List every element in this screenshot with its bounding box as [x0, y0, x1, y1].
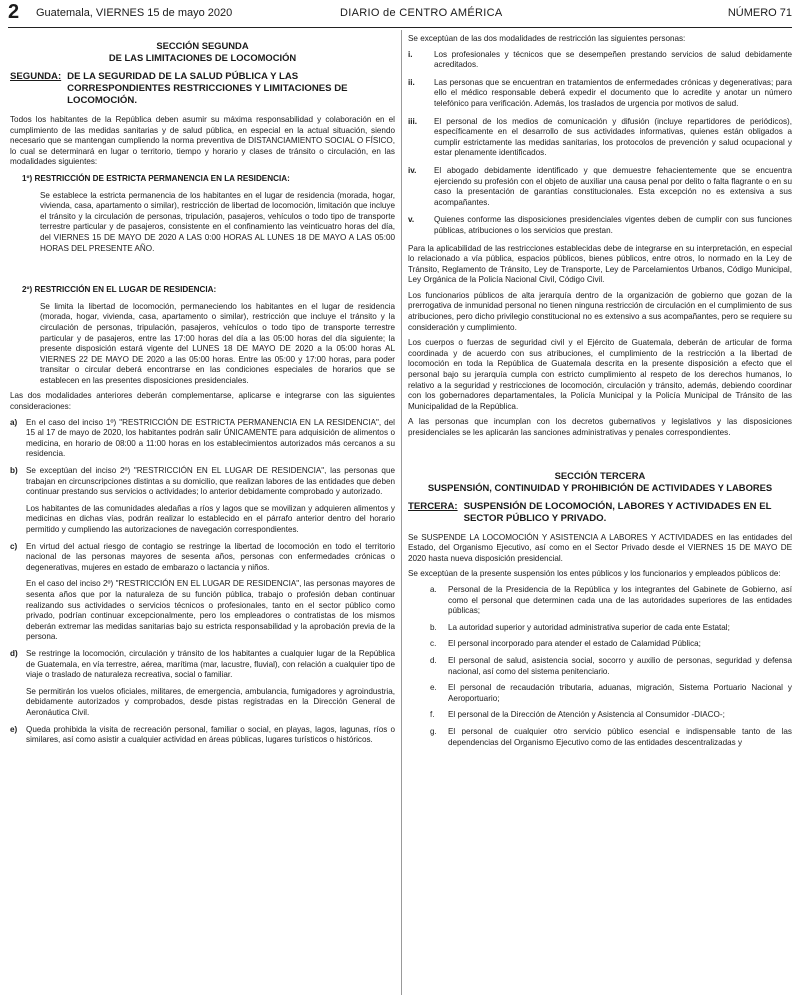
left-column — [10, 34, 395, 995]
subsection-1-title: 1º) RESTRICCIÓN DE ESTRICTA PERMANENCIA EN LA RESIDENCIA: — [22, 173, 290, 183]
intro-paragraph: Todos los habitantes de la República deben asumir su máxima responsabilidad y colaboración en el cumplimiento de las medidas sanitarias y de salud pública, en especial en la actual situación, siendo necesario que se mantengan cumpliendo la norma preventiva de DISTANCIAMIENTO SOCIAL O FÍSICO, lo cual se determinará en lugar o territorio, tiempo y horario y clases de tránsito o circulación, en las modalidades siguientes: — [10, 115, 395, 167]
exception-item — [408, 215, 792, 236]
exception-text: El abogado debidamente identificado y que demuestre fehacientemente que se encuentra ejerciendo su profesión con el objeto de auxiliar una causa penal por delito o falta flagrante o en su caso la presentación de garantías constitucionales. Esta excepción no es extensiva a sus acompañantes. — [434, 165, 792, 207]
consideration-text: Los habitantes de las comunidades aledañas a ríos y lagos que se movilizan y adquieren alimentos y medicinas en dichas vías, podrán realizar lo establecido en el párrafo anterior dentro del horario permitido y cumpliendo las autorizaciones de navegación correspondientes. — [26, 503, 395, 534]
consideration-item — [10, 542, 395, 574]
consideration-item — [10, 725, 395, 746]
suspension-exception-text: El personal de cualquier otro servicio público esencial e indispensable tanto de las dependencias del Organismo Ejecutivo como de las entidades descentralizadas y — [448, 726, 792, 747]
consideration-item — [10, 649, 395, 681]
consideration-marker — [10, 687, 26, 719]
page-header — [0, 0, 800, 28]
paragraph-security-forces: Los cuerpos o fuerzas de seguridad civil y el Ejército de Guatemala, deberán de articular de forma coordinada y de acuerdo con sus atribuciones, el cumplimiento de la restricción a la libertad de locomoción en toda la República de Guatemala descrita en la presente disposición a efecto que el personal bajo su jerarquía cumpla con estricto cumplimiento al respeto de los derechos humanos, lo relativo a la seguridad y restricciones de locomoción, circulación y tránsito, además, debiendo coordinar con los gobernadores departamentales, la Policía Municipal y la Policía Municipal de Tránsito de las Municipalidad de la República. — [408, 338, 792, 411]
article-three-heading — [408, 501, 792, 525]
article-title: DE LA SEGURIDAD DE LA SALUD PÚBLICA Y LAS CORRESPONDIENTES RESTRICCIONES Y LIMITACIONES DE LOCOMOCIÓN. — [67, 71, 348, 106]
suspension-exception-marker: a. — [430, 584, 437, 594]
consideration-marker — [10, 579, 26, 643]
consideration-marker: a) — [10, 417, 18, 427]
suspension-exception-item — [430, 656, 792, 677]
consideration-text: Se restringe la locomoción, circulación y tránsito de los habitantes a cualquier lugar de la República de Guatemala, en vía terrestre, aérea, marítima (mar, lacustre, fluvial), con relación a cualquier tipo de viaje o traslado de naturaleza recreativa, social o familiar. — [26, 648, 395, 680]
subsection-2-title: 2º) RESTRICCIÓN EN EL LUGAR DE RESIDENCIA: — [22, 285, 217, 295]
page-number: 2 — [8, 1, 20, 23]
consideration-item — [10, 418, 395, 460]
suspension-exceptions-list — [408, 585, 792, 748]
exception-text: Los profesionales y técnicos que se desempeñen prestando servicios de salud debidamente acreditados. — [434, 49, 792, 70]
exception-text: El personal de los medios de comunicación y difusión (incluye repartidores de periódicos), específicamente en el desarrollo de sus actividades informativas, quienes están obligados a cumplir estrictamente las medidas sanitarias, los protocolos de prevención y salud ocupacional y estar plenamente identificados. — [434, 116, 792, 158]
header-rule — [8, 27, 792, 28]
consideration-text: En virtud del actual riesgo de contagio se restringe la libertad de locomoción en todo el territorio nacional de las personas mayores de sesenta años, personas con enfermedades crónicas o degenerativas, mujeres en estado de embarazo o lactancia y niños. — [26, 541, 395, 572]
suspension-exception-marker: g. — [430, 726, 437, 736]
paragraph-officials: Los funcionarios públicos de alta jerarquía dentro de la organización de gobierno que gozan de la prerrogativa de inmunidad personal no tienen ninguna restricción de circulación en el cumplimiento de sus atribuciones, pero dicho privilegio constitucional no es extensivo a sus acompañantes, pero se requiere su consideración y cumplimiento. — [408, 290, 792, 332]
exceptions-list — [408, 50, 792, 237]
consideration-marker: b) — [10, 466, 18, 476]
subsection-2-text: Se limita la libertad de locomoción, permaneciendo los habitantes en el lugar de residencia (morada, hogar, vivienda, casa, apartamento o similar), restricción que incluye el tránsito y la circulación de personas, tripulación, pasajeros, vehículos o todo tipo de transporte terrestre particular y de pasajeros, entre las 17:00 horas del día a las 05:00 horas del día siguiente; la presente disposición estará vigente del LUNES 18 DE MAYO DE 2020 a la 05:00 horas AL VIERNES 22 DE MAYO DE 2020 a las 05:00 horas. Entre las 05:00 y 17:00 horas, para poder transitar o circular deberá encontrarse en las condiciones especiales de horarios que se establecen en las presentes disposiciones presidenciales. — [40, 301, 395, 385]
consideration-text: Se permitirán los vuelos oficiales, militares, de emergencia, ambulancia, fumigadores y agroindustria, debidamente autorizados y comprobados, desde pistas registradas en la Dirección General de Aeronáutica Civil. — [26, 686, 395, 717]
suspension-exception-item — [430, 683, 792, 704]
exception-item — [408, 117, 792, 159]
issue-number: NÚMERO 71 — [727, 7, 792, 19]
suspension-exception-marker: b. — [430, 622, 437, 632]
exception-marker: iii. — [408, 116, 418, 126]
suspension-exception-item — [430, 623, 792, 634]
suspension-exception-text: Personal de la Presidencia de la República y los integrantes del Gabinete de Gobierno, así como el personal que determinen cada una de las autoridades superiores de las entidades públicas; — [448, 584, 792, 616]
exception-item — [408, 78, 792, 110]
suspension-exception-text: El personal de salud, asistencia social, socorro y auxilio de personas, seguridad y defensa nacional, así como del sistema penitenciario. — [448, 655, 792, 676]
paragraph-applicability: Para la aplicabilidad de las restricciones establecidas debe de integrarse en su interpretación, en especial lo relacionado a vía pública, espacios públicos, bienes públicos, entre otros, lo normado en la Ley de Tránsito, Reglamento de Tránsito, Ley de Transporte, Ley de Parcelamientos Urbanos, Código Municipal, Ley Orgánica de la Policía Nacional Civil, Código Civil. — [408, 243, 792, 285]
article-two-heading — [10, 71, 395, 107]
considerations-list — [10, 418, 395, 746]
consideration-text: En el caso del inciso 1º) "RESTRICCIÓN DE ESTRICTA PERMANENCIA EN LA RESIDENCIA", del 15 al 17 de mayo de 2020, los habitantes podrán salir ÚNICAMENTE para adquisición de alimentos o medicina, en horario de 08:00 a 11:00 horas en los establecimientos autorizados más cercanos a su residencia. — [26, 417, 395, 459]
paragraph-sanctions: A las personas que incumplan con los decretos gubernativos y legislativos y las disposiciones presidenciales se les aplicarán las sanciones administrativas y penales correspondientes. — [408, 417, 792, 437]
article-three-label: TERCERA: — [408, 500, 458, 512]
exception-marker: ii. — [408, 77, 415, 87]
suspension-exception-text: La autoridad superior y autoridad administrativa superior de cada ente Estatal; — [448, 622, 730, 632]
header-date: Guatemala, VIERNES 15 de mayo 2020 — [36, 7, 233, 19]
column-divider — [401, 30, 402, 995]
suspension-exception-text: El personal de recaudación tributaria, aduanas, migración, Sistema Portuario Nacional y Aeroportuario; — [448, 683, 792, 703]
consideration-marker — [10, 504, 26, 536]
suspension-exception-marker: d. — [430, 655, 437, 665]
consideration-item — [10, 466, 395, 498]
subsection-1-text: Se establece la estricta permanencia de los habitantes en el lugar de residencia (morada, hogar, vivienda, casa, apartamento o similar), restricción de libertad de locomoción, limitación que incluye el tránsito y la circulación de personas, tripulación, pasajeros, vehículos o todo tipo de transporte terrestre particular y de pasajeros, consistente en el confinamiento las veinticuatro horas del día, del VIERNES 15 DE MAYO DE 2020 A LAS 0:00 HORAS AL LUNES 18 DE MAYO A LAS 05:00 HORAS DEL PRESENTE AÑO. — [40, 190, 395, 253]
consideration-item — [10, 504, 395, 536]
suspension-exception-item — [430, 710, 792, 721]
suspension-exception-marker: f. — [430, 710, 435, 720]
right-column — [408, 34, 792, 995]
exception-text: Las personas que se encuentran en tratamientos de enfermedades crónicas y degenerativas; para ello el médico responsable deberá expedir el documento que lo acredite y anotar un número telefónico para verificación. Además, los traslados de urgencia por motivos de salud. — [434, 77, 792, 108]
suspension-exception-marker: e. — [430, 683, 437, 693]
exception-item — [408, 50, 792, 71]
suspension-exception-text: El personal incorporado para atender el estado de Calamidad Pública; — [448, 639, 701, 649]
section-three-title: SECCIÓN TERCERA SUSPENSIÓN, CONTINUIDAD Y PROHIBICIÓN DE ACTIVIDADES Y LABORES — [427, 469, 773, 493]
exception-marker: v. — [408, 215, 415, 225]
suspension-exceptions-intro: Se exceptúan de la presente suspensión los entes públicos y los funcionarios y empleados públicos de: — [408, 569, 781, 579]
suspension-exception-item — [430, 639, 792, 650]
consideration-text: Queda prohibida la visita de recreación personal, familiar o social, en playas, lagos, lagunas, ríos o similares, así como asistir a cualquier actividad en áreas públicas, lugares turísticos o históricos. — [26, 724, 395, 745]
article-three-title: SUSPENSIÓN DE LOCOMOCIÓN, LABORES Y ACTIVIDADES EN EL SECTOR PÚBLICO Y PRIVADO. — [463, 500, 772, 524]
consideration-item — [10, 579, 395, 643]
exception-text: Quienes conforme las disposiciones presidenciales vigentes deben de cumplir con sus funciones públicas, atribuciones o los servicios que prestan. — [434, 215, 792, 235]
exception-marker: iv. — [408, 165, 417, 175]
consideration-marker: e) — [10, 724, 18, 734]
newspaper-name: DIARIO de CENTRO AMÉRICA — [340, 7, 503, 19]
suspension-exception-item — [430, 585, 792, 617]
section-two-title: SECCIÓN SEGUNDA DE LAS LIMITACIONES DE LOCOMOCIÓN — [108, 40, 297, 63]
suspension-paragraph: Se SUSPENDE LA LOCOMOCIÓN Y ASISTENCIA A LABORES Y ACTIVIDADES en las entidades del Estado, del Organismo Ejecutivo, así como en el Sector Privado desde el VIERNES 15 DE MAYO DE 2020 hasta nueva disposición presidencial. — [408, 532, 792, 563]
consideration-marker: c) — [10, 541, 18, 551]
suspension-exception-text: El personal de la Dirección de Atención y Asistencia al Consumidor -DIACO-; — [448, 710, 725, 720]
article-label: SEGUNDA: — [10, 71, 62, 82]
exception-item — [408, 166, 792, 208]
suspension-exception-marker: c. — [430, 639, 437, 649]
consideration-text: En el caso del inciso 2º) "RESTRICCIÓN EN EL LUGAR DE RESIDENCIA", las personas mayores de sesenta años que por la naturaleza de su función pública, trabajo o profesión deban continuar realizando sus actividades o servicios técnicos o profesionales, tanto en el sector público como privado, podrían continuar excepcionalmente, pero los empleadores o contratistas de los mismos deberán extremar las medidas sanitarias bajo su estricta responsabilidad y la aprobación previa de la persona. — [26, 579, 395, 642]
exception-marker: i. — [408, 49, 413, 59]
suspension-exception-item — [430, 727, 792, 748]
exceptions-intro: Se exceptúan de las dos modalidades de restricción las siguientes personas: — [408, 34, 686, 43]
consideration-marker: d) — [10, 648, 18, 658]
consideration-item — [10, 687, 395, 719]
both-modalities-paragraph: Las dos modalidades anteriores deberán complementarse, aplicarse e integrarse con las siguientes consideraciones: — [10, 391, 395, 412]
consideration-text: Se exceptúan del inciso 2º) "RESTRICCIÓN EN EL LUGAR DE RESIDENCIA", las personas que trabajan en circunscripciones distintas a su domicilio, que realizan labores de las entidades que deben continuar prestando sus servicios o actividades; lo anterior debidamente comprobado y autorizado. — [26, 466, 395, 497]
